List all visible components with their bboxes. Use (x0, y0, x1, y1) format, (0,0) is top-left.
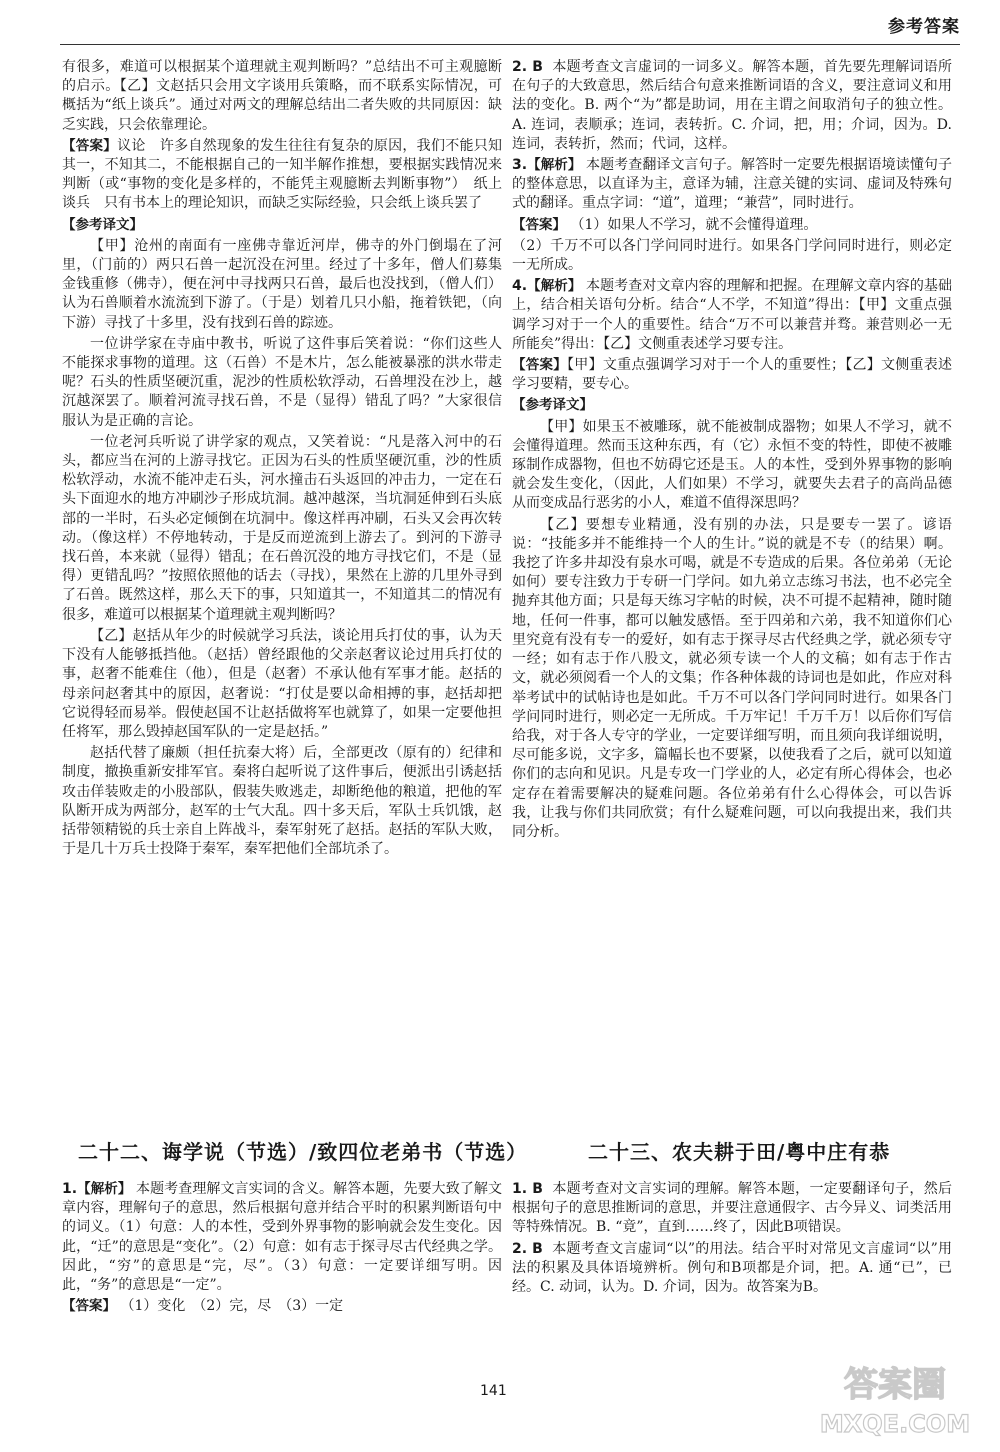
answer-block (62, 137, 502, 214)
answer-text-2: （2）千万不可以各门学问同时进行。如果各门学问同时进行，则必定一无所成。 (512, 237, 952, 274)
answer-text: 【甲】文重点强调学习对于一个人的重要性；【乙】文侧重表述学习要精，要专心。 (512, 357, 953, 393)
question-1 (512, 1180, 952, 1238)
question-text: 本题考查对文章内容的理解和把握。在理解文章内容的基础上，结合相关语句分析。结合“人不学，不知道”得出：【甲】文重点强调学习对于一个人的重要性。结合“万不可以兼营并骛。兼营则必一无所能矣”得出：【乙】文侧重表述学习要专注。 (512, 278, 953, 352)
answer-text: 议论 许多自然现象的发生往往有复杂的原因，我们不能只知其一，不知其二，不能根据自己的一知半解作推想，要根据实践情况来判断（或“事物的变化是多样的，不能凭主观臆断去判断事物”） 纸上谈兵 只有书本上的理论知识，而缺乏实际经验，只会纸上谈兵罢了 (62, 137, 503, 212)
question-number: 2. B (512, 59, 543, 75)
analysis-tag: 【解析】 (527, 278, 582, 295)
translation-paragraph: 【乙】赵括从年少的时候就学习兵法，谈论用兵打仗的事，认为天下没有人能够抵挡他。（赵括）曾经跟他的父亲赵奢议论过用兵打仗的事，赵奢不能难住（他），但是（赵奢）不承认他有军事才能。赵括的母亲问赵奢其中的原因，赵奢说：“打仗是要以命相搏的事，赵括却把它说得轻而易举。假使赵国不让赵括做将军也就算了，如果一定要他担任将军，那么毁掉赵国军队的一定是赵括。” (62, 627, 502, 740)
translation-paragraph: 【甲】沧州的南面有一座佛寺靠近河岸，佛寺的外门倒塌在了河里，（门前的）两只石兽一起沉没在河里。经过了十多年，僧人们募集金钱重修（佛寺），便在河中寻找两只石兽，最后也没找到，（僧人们）认为石兽顺着水流流到下游了。（于是）划着几只小船，拖着铁钯，（向下游）寻找了十多里，没有找到石兽的踪迹。 (62, 237, 502, 331)
question-2 (512, 58, 952, 154)
answer-tag: 【答案】 (62, 137, 118, 154)
question-3 (512, 156, 952, 214)
question-2 (512, 1240, 952, 1298)
svg-text:答案圈: 答案圈 (844, 1365, 946, 1405)
lower-left-column (62, 1180, 502, 1318)
page-header-title: 参考答案 (888, 17, 960, 37)
question-text: 本题考查对文言实词的理解。解答本题，一定要翻译句子，然后根据句子的意思推断词的意思，并要注意通假字、古今异义、词类活用等特殊情况。B. “竟”，直到……终了，因此B项错误。 (512, 1181, 952, 1236)
translation-paragraph: 一位老河兵听说了讲学家的观点，又笑着说：“凡是落入河中的石头，都应当在河的上游寻找它。正因为石头的性质坚硬沉重，沙的性质松软浮动，水流不能冲走石头，河水撞击石头返回的冲击力，一定在石头下面迎水的地方冲刷沙子形成坑洞。越冲越深，当坑洞延伸到石头底部的一半时，石头必定倾倒在坑洞中。像这样再冲刷，石头又会再次转动。（像这样）不停地转动，于是反而逆流到上游去了。到河的下游寻找石兽，本来就（显得）错乱；在石兽沉没的地方寻找它们，不是（显得）更错乱吗？”按照依照他的话去（寻找），果然在上游的几里外寻到了石兽。既然这样，那么天下的事，只知道其一，不知道其二的情况有很多，难道可以根据某个道理就主观判断吗？ (62, 433, 502, 623)
translation-paragraph: 【乙】要想专业精通，没有别的办法，只是要专一罢了。谚语说：“技能多并不能维持一个人的生计。”说的就是不专（的结果）啊。我挖了许多井却没有泉水可喝，就是不专造成的后果。各位弟弟（无论如何）要专注致力于专研一门学问。如九弟立志练习书法，也不必完全抛弃其他方面；只是每天练习字帖的时候，决不可提不起精神，随时随地，任何一件事，都可以触发感悟。至于四弟和六弟，我不知道你们心里究竟有没有专一的爱好，如有志于探寻尽古代经典之学，就必须专守一经；如有志于作八股文，就必须专读一个人的文稿；如有志于作古文，就必须阅看一个人的文集；作各种体裁的诗词也是如此，作应对科举考试中的试帖诗也是如此。千万不可以各门学问同时进行。如果各门学问同时进行，则必定一无所成。千万牢记！千万千万！以后你们写信给我，对于各人专守的学业，一定要详细写明，而且须向我详细说明，尽可能多说，文字多，篇幅长也不要紧，以使我看了之后，就可以知道你们的志向和见识。凡是专攻一门学业的人，必定有所心得体会，也必定存在着需要解决的疑难问题。各位弟弟有什么心得体会，可以告诉我，让我与你们共同欣赏；有什么疑难问题，可以向我提出来，我们共同分析。 (512, 516, 952, 840)
answer-block (512, 356, 952, 394)
answer-block (512, 216, 952, 235)
answer-tag: 【答案】 (62, 1298, 116, 1315)
question-text: 本题考查文言虚词的一词多义。解答本题，首先要先理解词语所在句子的大致意思，然后结合句意来推断词语的含义，要注意词义和用法的变化。B. 两个“为”都是助词，用在主谓之间取消句子的独立性。A. 连词，表顺承；连词，表转折。C. 介词，把，用；介词，因为。D. 连词，表转折，然而；代词，这样。 (512, 59, 952, 152)
question-number: 2. B (512, 1240, 543, 1257)
translation-paragraph: 赵括代替了廉颇（担任抗秦大将）后，全部更改（原有的）纪律和制度，撤换重新安排军官。秦将白起听说了这件事后，便派出引诱赵括攻击佯装败走的小股部队，假装失败逃走，却断绝他的粮道，把他的军队断开成为两部分，赵军的士气大乱。四十多天后，军队士兵饥饿，赵括带领精锐的兵士亲自上阵战斗，秦军射死了赵括。赵括的军队大败，于是几十万兵士投降于秦军，秦军把他们全部坑杀了。 (62, 745, 502, 858)
question-number: 4. (512, 278, 528, 295)
analysis-tag: 【解析】 (527, 157, 582, 174)
translation-heading: 【参考译文】 (512, 397, 593, 414)
watermark-logo (800, 1354, 990, 1444)
question-number: 1. (62, 1181, 78, 1197)
lower-right-column (512, 1180, 952, 1299)
analysis-tag: 【解析】 (77, 1181, 132, 1197)
svg-text:MXQE.COM: MXQE.COM (819, 1410, 971, 1438)
header-divider (60, 44, 960, 45)
question-number: 1. B (512, 1181, 543, 1197)
question-number: 3. (512, 157, 528, 174)
answer-tag: 【答案】 (512, 216, 566, 233)
left-column (62, 58, 502, 861)
answer-tag: 【答案】 (512, 357, 568, 374)
translation-paragraph: 【甲】如果玉不被雕琢，就不能被制成器物；如果人不学习，就不会懂得道理。然而玉这种东西，有（它）永恒不变的特性，即使不被雕琢制作成器物，但也不妨碍它还是玉。人的本性，受到外界事物的影响就会发生变化，（因此，人们如果）不学习，就要失去君子的高尚品德从而变成品行恶劣的小人，难道不值得深思吗？ (512, 418, 952, 512)
answer-text: （1）变化 （2）完，尽 （3）一定 (120, 1298, 344, 1315)
translation-heading: 【参考译文】 (62, 216, 143, 233)
answer-block (62, 1297, 502, 1316)
question-text: 本题考查文言虚词“以”的用法。结合平时对常见文言虚词“以”用法的积累及具体语境辨析。例句和B项都是介词，把。A. 通“已”，已经。C. 动词，认为。D. 介词，因为。故答案为B。 (512, 1240, 952, 1296)
question-text: 本题考查理解文言实词的含义。解答本题，先要大致了解文章内容，理解句子的意思，然后根据句意并结合平时的积累判断语句中的词义。（1）句意：人的本性，受到外界事物的影响就会发生变化。因此，“迁”的意思是“变化”。（2）句意：如有志于探寻尽古代经典之学。因此，“穷”的意思是“完，尽”。（3）句意：一定要详细写明。因此，“务”的意思是“一定”。 (62, 1181, 503, 1294)
section-title-22: 二十二、诲学说（节选）/致四位老弟书（节选） (78, 1140, 528, 1164)
question-1 (62, 1180, 502, 1295)
section-title-23: 二十三、农夫耕于田/粤中庄有恭 (588, 1140, 891, 1164)
right-column (512, 58, 952, 844)
page-number: 141 (480, 1383, 507, 1399)
left-paragraph: 有很多，难道可以根据某个道理就主观判断吗？”总结出不可主观臆断的启示。【乙】文赵括只会用文字谈用兵策略，而不联系实际情况，可概括为“纸上谈兵”。通过对两文的理解总结出二者失败的共同原因：缺乏实践，只会依靠理论。 (62, 59, 502, 133)
question-4 (512, 277, 952, 354)
answer-text: （1）如果人不学习，就不会懂得道理。 (570, 216, 818, 233)
translation-paragraph: 一位讲学家在寺庙中教书，听说了这件事后笑着说：“你们这些人不能探求事物的道理。这（石兽）不是木片，怎么能被暴涨的洪水带走呢？石头的性质坚硬沉重，泥沙的性质松软浮动，石兽埋没在沙上，越沉越深罢了。顺着河流寻找石兽，不是（显得）错乱了吗？”大家很信服认为是正确的言论。 (62, 335, 502, 429)
question-text: 本题考查翻译文言句子。解答时一定要先根据语境读懂句子的整体意思，以直译为主，意译为辅，注意关键的实词、虚词及特殊句式的翻译。重点字词：“道”，道理；“兼营”，同时进行。 (512, 157, 953, 212)
